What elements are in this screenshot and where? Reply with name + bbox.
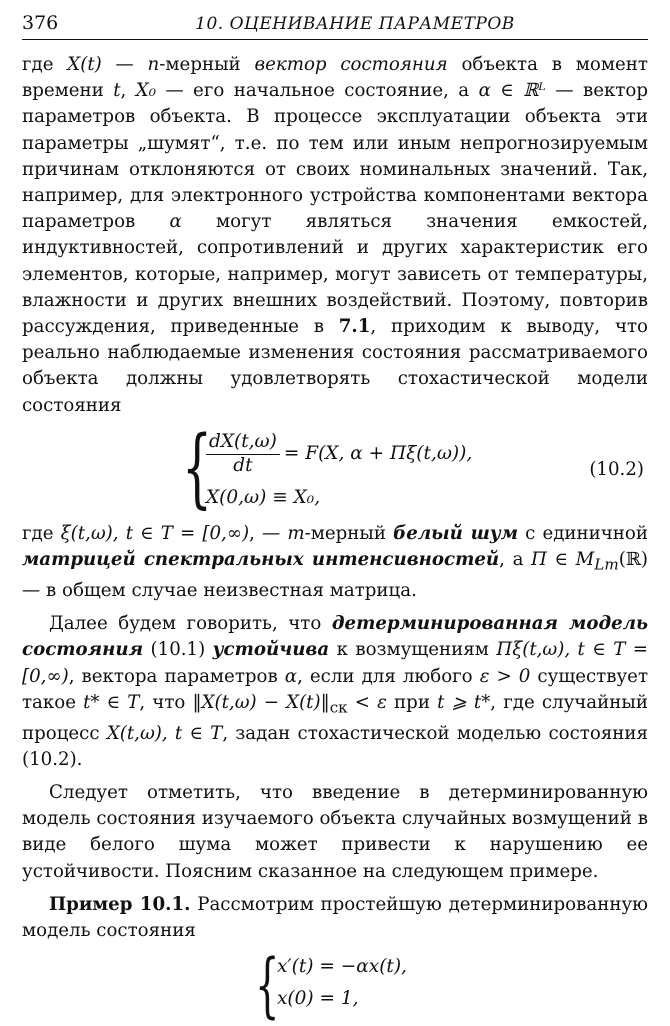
text: при <box>386 691 438 713</box>
math-inline: t* ∈ T <box>83 691 140 713</box>
paragraph-2 <box>22 521 648 604</box>
equation-10-2 <box>22 417 648 519</box>
text: — вектор параметров объекта. В процессе эксплуатации объекта эти параметры „шумят“, т.е. по тем или иным непрогнозируемым причинам отклоняются от своих номинальных значений. Так, например, для электронного устройства компонентами вектора параметров <box>22 80 648 233</box>
math-inline: t ⩾ t* <box>437 691 491 713</box>
text: где <box>22 522 61 544</box>
text: Рассмотрим простейшую детерминированную модель состояния <box>22 893 648 941</box>
math-inline: t <box>113 80 121 102</box>
paragraph-4: Следует отметить, что введение в детерминированную модель состояния изучаемого объекта случайных возмущений в виде белого шума может привести к нарушению ее устойчивости. Поясним сказанное на следующем примере. <box>22 781 648 882</box>
text: могут являться значения емкостей, индуктивностей, сопротивлений и других характеристик его элементов, которые, например, могут зависеть от температуры, влажности и других внешних воздействий. Поэтому, повторив рассуждения, приведенные в <box>22 211 648 338</box>
equation-rhs: = F(X, α + Πξ(t,ω)), <box>283 442 473 464</box>
paragraph-3 <box>22 611 648 773</box>
page-body <box>22 52 649 1026</box>
text: где <box>22 54 68 75</box>
text: (10.1) <box>143 639 213 661</box>
text: , приходим к выводу, что реально наблюдаемые изменения состояния рассматриваемого объекта должны удовлетворять стохастической модели состояния <box>22 316 648 416</box>
math-inline: Πξ(t,ω), t ∈ T = [0,∞) <box>22 639 648 687</box>
math-inline: α <box>169 211 182 233</box>
text: — <box>101 54 148 75</box>
math-inline: X(t,ω), t ∈ T <box>106 722 223 744</box>
equation-line-2: X(0,ω) ≡ X₀, <box>206 486 321 508</box>
term-italic: вектор состояния <box>254 54 448 75</box>
equation-brace: { <box>182 417 213 518</box>
page-number: 376 <box>22 12 59 34</box>
text: , а <box>499 549 532 571</box>
math-inline: α <box>284 665 298 687</box>
math-inline: ε > 0 <box>479 665 531 687</box>
text: , — <box>249 522 288 544</box>
equation-line-1 <box>206 431 472 477</box>
math-inline: Π ∈ M <box>531 549 595 571</box>
equation-line-2: x(0) = 1, <box>277 988 359 1010</box>
text: к возмущениям <box>329 639 497 661</box>
paragraph-1 <box>22 52 648 419</box>
math-inline: < ε <box>347 691 387 713</box>
math-inline: ‖X(t,ω) − X(t)‖ <box>192 691 330 713</box>
math-inline: α ∈ ℝᴸ <box>478 80 546 102</box>
fraction <box>206 431 280 477</box>
math-subscript: ск <box>329 698 348 717</box>
text: , <box>120 80 136 102</box>
fraction-denominator: dt <box>233 454 253 476</box>
equation-number: (10.2) <box>589 458 644 480</box>
text: , что <box>139 691 193 713</box>
equation-example <box>22 944 648 1026</box>
math-subscript: Lm <box>594 555 619 574</box>
text: -мерный <box>159 54 255 75</box>
text: с единичной <box>518 522 649 544</box>
math-inline: (ℝ) <box>618 549 648 571</box>
term-italic: белый шум <box>393 522 518 544</box>
math-inline: m <box>287 522 305 544</box>
text: — в общем случае неизвестная матрица. <box>22 579 417 601</box>
text: Далее будем говорить, что <box>49 613 332 635</box>
example-paragraph <box>22 892 648 944</box>
term-italic: матрицей спектральных интенсивностей <box>22 549 500 571</box>
term-definition: устойчива <box>212 639 330 661</box>
page <box>22 12 649 1026</box>
text: объекта в момент времени <box>22 54 648 102</box>
page-header <box>22 12 648 40</box>
math-inline: ξ(t,ω), t ∈ T = [0,∞) <box>60 522 250 544</box>
math-inline: X₀ <box>135 80 157 102</box>
text: , вектора параметров <box>68 665 285 687</box>
section-ref: 7.1 <box>338 316 371 338</box>
text: -мерный <box>304 522 394 544</box>
text: существует такое <box>22 665 649 713</box>
text: , задан стохастической моделью состояния (10.2). <box>22 722 649 770</box>
math-inline: X(t) <box>67 54 102 75</box>
text: , если для любого <box>297 665 480 687</box>
math-inline: n <box>147 54 160 75</box>
equation-brace: { <box>255 944 280 1026</box>
equation-line-1: x′(t) = −αx(t), <box>277 956 407 978</box>
text: , где случайный процесс <box>22 691 648 744</box>
fraction-numerator: dX(t,ω) <box>206 431 280 455</box>
text: — его начальное состояние, а <box>156 80 479 102</box>
example-label: Пример 10.1. <box>49 893 191 915</box>
term-definition: детерминированная модель состояния <box>22 613 648 661</box>
running-title: 10. ОЦЕНИВАНИЕ ПАРАМЕТРОВ <box>195 14 515 34</box>
